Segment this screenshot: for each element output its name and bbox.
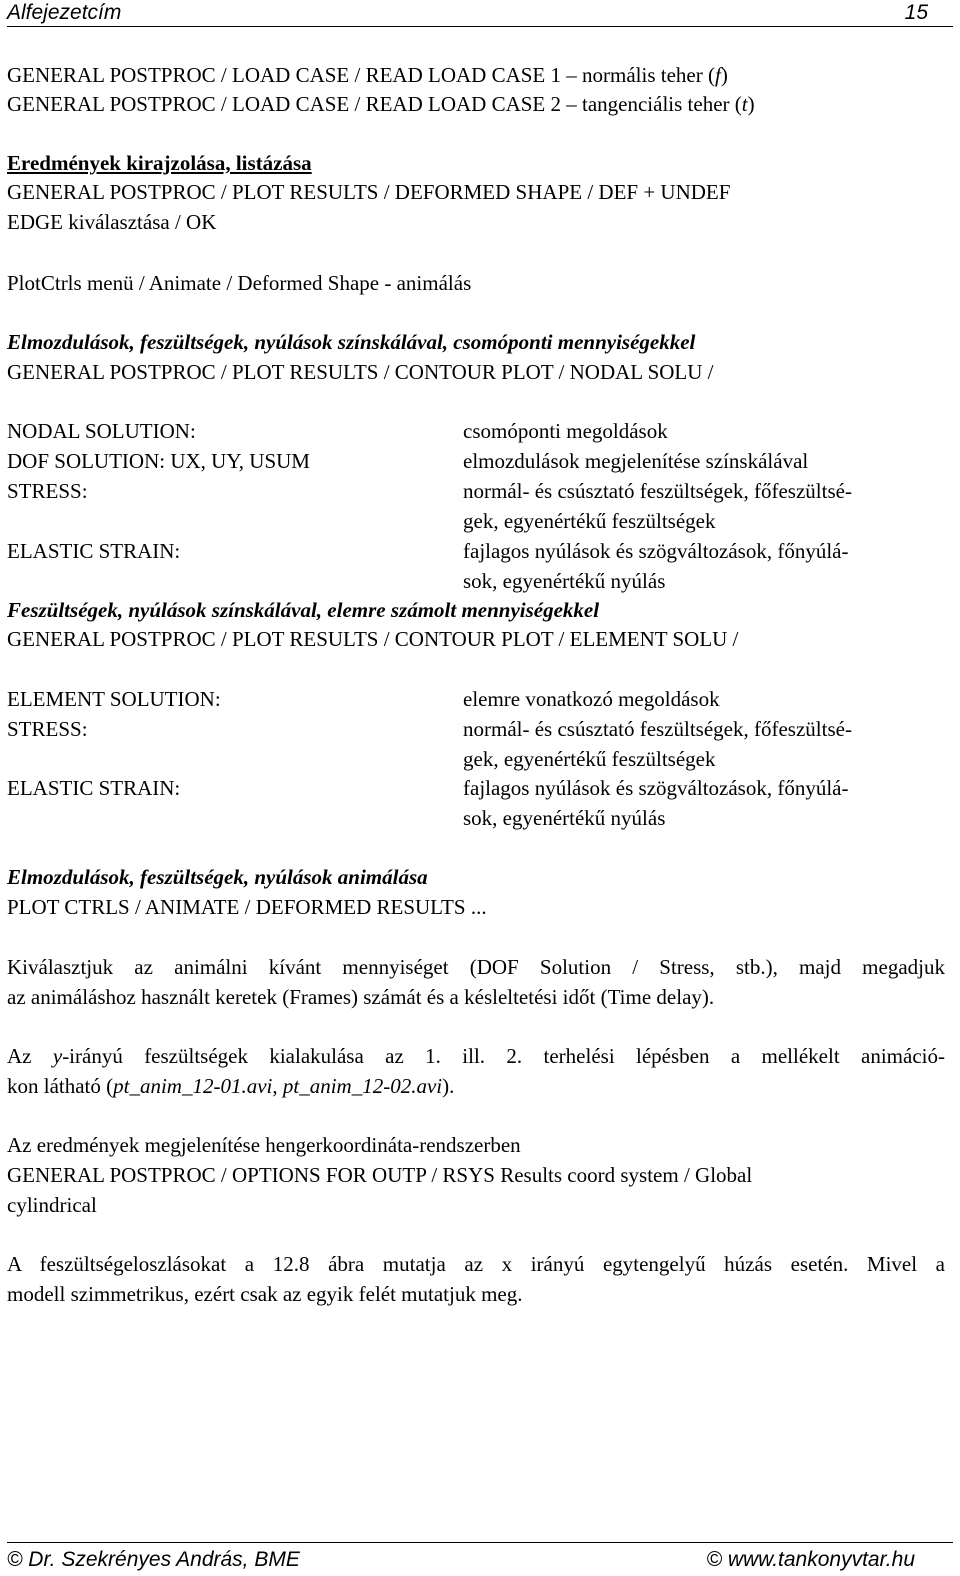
paragraph-line: modell szimmetrikus, ezért csak az egyik felét mutatjuk meg. (7, 1282, 523, 1306)
nodal-path: GENERAL POSTPROC / PLOT RESULTS / CONTOUR PLOT / NODAL SOLU / (7, 360, 714, 384)
paragraph-line: az animáláshoz használt keretek (Frames) számát és a késleltetési időt (Time delay). (7, 985, 715, 1009)
definition-desc: normál- és csúsztató feszültségek, főfeszültsé- (463, 717, 852, 741)
paragraph-line: Kiválasztjuk az animálni kívánt mennyiséget (DOF Solution / Stress, stb.), majd megadjuk (7, 955, 945, 979)
definition-term: ELEMENT SOLUTION: (7, 687, 221, 711)
chapter-title: Alfejezetcím (7, 1, 122, 24)
cylindrical-path-cont: cylindrical (7, 1193, 97, 1217)
definition-term: STRESS: (7, 717, 88, 741)
definition-term: STRESS: (7, 479, 88, 503)
animation-path: PLOT CTRLS / ANIMATE / DEFORMED RESULTS ... (7, 895, 487, 919)
definition-desc: elemre vonatkozó megoldások (463, 687, 720, 711)
animation-file-2: pt_anim_12-02.avi (282, 1074, 443, 1098)
page-number: 15 (904, 1, 928, 24)
plot-results-path-line2: EDGE kiválasztása / OK (7, 210, 217, 234)
load-case-2: GENERAL POSTPROC / LOAD CASE / READ LOAD CASE 2 – tangenciális teher (t) (7, 92, 755, 116)
definition-desc: normál- és csúsztató feszültségek, főfeszültsé- (463, 479, 852, 503)
animate-menu-path: PlotCtrls menü / Animate / Deformed Shape - animálás (7, 271, 472, 295)
definition-desc: fajlagos nyúlások és szögváltozások, főnyúlá- (463, 539, 849, 563)
cylindrical-heading: Az eredmények megjelenítése hengerkoordináta-rendszerben (7, 1133, 521, 1157)
definition-desc: csomóponti megoldások (463, 419, 668, 443)
page-header (7, 0, 953, 27)
page-footer (7, 1542, 953, 1576)
load-case-1: GENERAL POSTPROC / LOAD CASE / READ LOAD CASE 1 – normális teher (f) (7, 63, 728, 87)
paragraph-line: kon látható (pt_anim_12-01.avi, pt_anim_12-02.avi). (7, 1074, 455, 1098)
paragraph-line: A feszültségeloszlásokat a 12.8 ábra mutatja az x irányú egytengelyű húzás esetén. Mivel a (7, 1252, 945, 1276)
definition-term: DOF SOLUTION: UX, UY, USUM (7, 449, 310, 473)
definition-desc-cont: sok, egyenértékű nyúlás (463, 806, 666, 830)
cylindrical-path: GENERAL POSTPROC / OPTIONS FOR OUTP / RSYS Results coord system / Global (7, 1163, 753, 1187)
definition-desc: fajlagos nyúlások és szögváltozások, főnyúlá- (463, 776, 849, 800)
definition-term: ELASTIC STRAIN: (7, 776, 181, 800)
element-path: GENERAL POSTPROC / PLOT RESULTS / CONTOUR PLOT / ELEMENT SOLU / (7, 627, 739, 651)
animation-file-1: pt_anim_12-01.avi (113, 1074, 273, 1098)
definition-desc-cont: gek, egyenértékű feszültségek (463, 747, 716, 771)
definition-term: ELASTIC STRAIN: (7, 539, 181, 563)
definition-desc-cont: sok, egyenértékű nyúlás (463, 569, 666, 593)
footer-website: © www.tankonyvtar.hu (706, 1548, 915, 1571)
definition-term: NODAL SOLUTION: (7, 419, 196, 443)
element-heading: Feszültségek, nyúlások színskálával, elemre számolt mennyiségekkel (7, 598, 600, 622)
definition-desc-cont: gek, egyenértékű feszültségek (463, 509, 716, 533)
plot-results-path-line1: GENERAL POSTPROC / PLOT RESULTS / DEFORMED SHAPE / DEF + UNDEF (7, 180, 731, 204)
paragraph-line: Az y-irányú feszültségek kialakulása az 1. ill. 2. terhelési lépésben a mellékelt animáció- (7, 1044, 945, 1068)
definition-desc: elmozdulások megjelenítése színskálával (463, 449, 809, 473)
plot-results-heading: Eredmények kirajzolása, listázása (7, 151, 312, 175)
footer-author: © Dr. Szekrényes András, BME (7, 1548, 300, 1571)
animation-heading: Elmozdulások, feszültségek, nyúlások animálása (7, 865, 428, 889)
nodal-heading: Elmozdulások, feszültségek, nyúlások színskálával, csomóponti mennyiségekkel (7, 330, 696, 354)
